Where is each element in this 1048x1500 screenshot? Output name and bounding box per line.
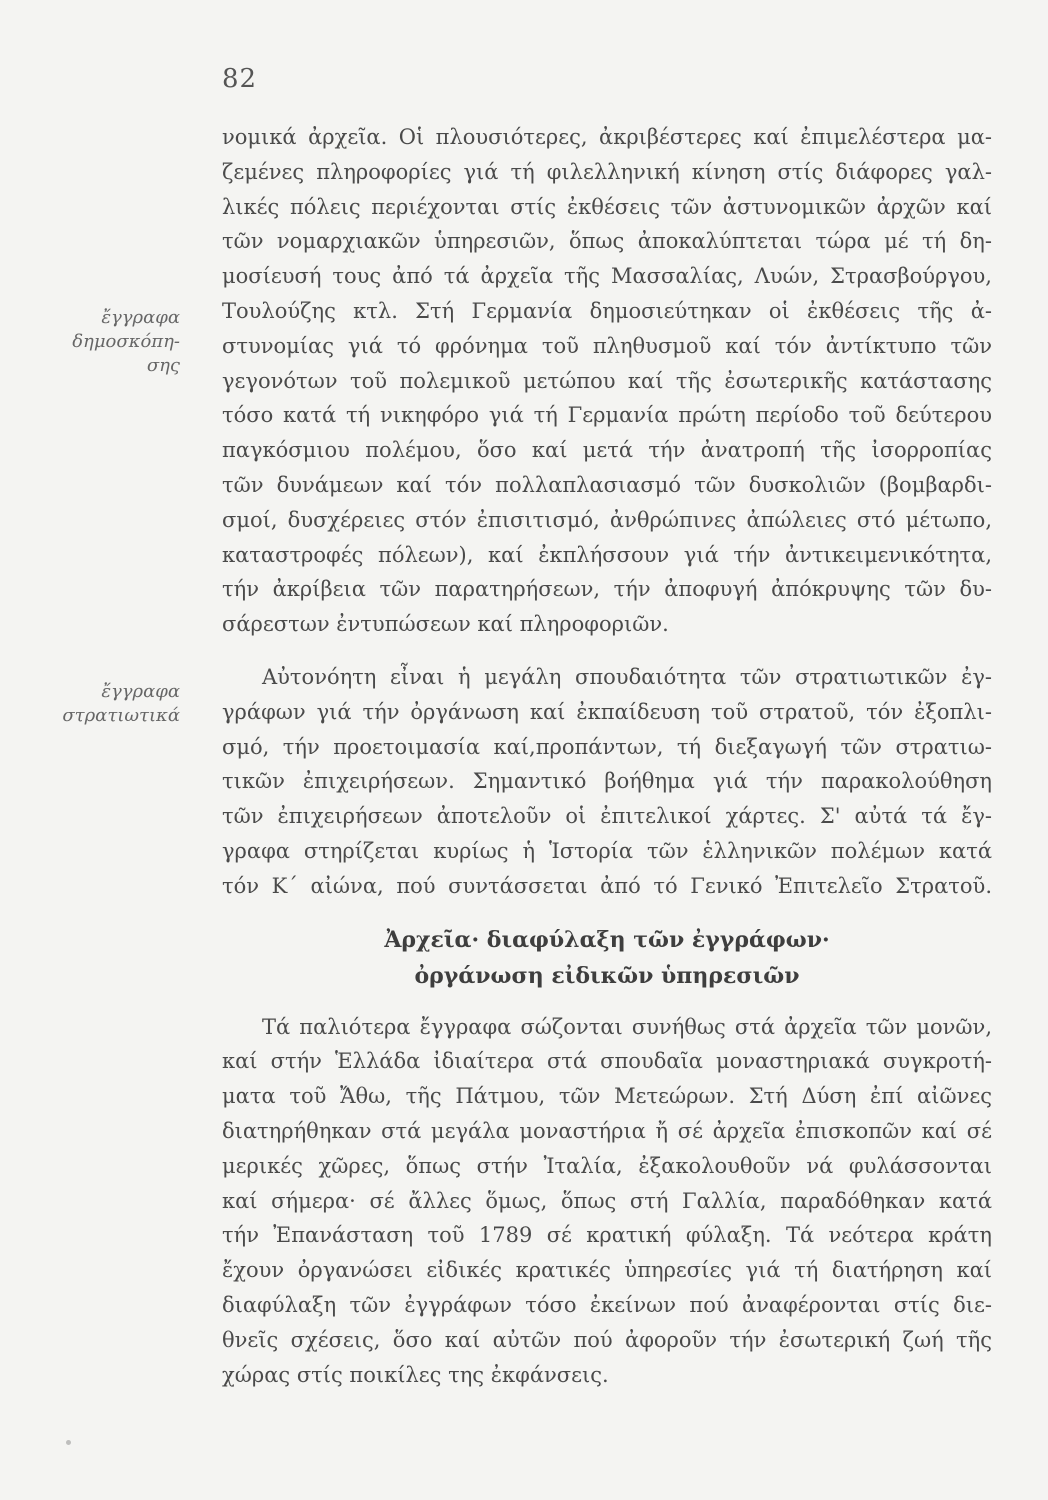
- heading-line: ὀργάνωση εἰδικῶν ὑπηρεσιῶν: [414, 962, 800, 989]
- margin-note-public-opinion: [72, 306, 180, 378]
- text-line: γράφων γιά τήν ὀργάνωση καί ἐκπαίδευση τοῦ στρατοῦ, τόν ἐξοπλι-: [222, 699, 992, 724]
- paragraph-police-reports: [222, 120, 992, 642]
- paragraph-military-documents: [222, 660, 992, 904]
- text-line: ματα τοῦ Ἄθω, τῆς Πάτμου, τῶν Μετεώρων. Στή Δύση ἐπί αἰῶνες: [222, 1084, 992, 1109]
- paragraph-archives: [222, 1010, 992, 1393]
- text-line: τήν ἀκρίβεια τῶν παρατηρήσεων, τήν ἀποφυγή ἀπόκρυψης τῶν δυ-: [222, 577, 992, 602]
- text-line: σμό, τήν προετοιμασία καί,προπάντων, τή διεξαγωγή τῶν στρατιω-: [222, 734, 992, 759]
- page-number: 82: [222, 64, 258, 94]
- text-line: παγκόσμιου πολέμου, ὅσο καί μετά τήν ἀνατροπή τῆς ἰσορροπίας: [222, 438, 992, 463]
- text-line: τόν Κ΄ αἰώνα, πού συντάσσεται ἀπό τό Γενικό Ἐπιτελεῖο Στρατοῦ.: [222, 873, 992, 898]
- text-line: ἔχουν ὀργανώσει εἰδικές κρατικές ὑπηρεσίες γιά τή διατήρηση καί: [222, 1258, 992, 1283]
- ink-spot: [66, 1440, 71, 1445]
- margin-note-line: στρατιωτικά: [62, 705, 180, 726]
- text-line: νομικά ἀρχεῖα. Οἱ πλουσιότερες, ἀκριβέστερες καί ἐπιμελέστερα μα-: [222, 125, 992, 149]
- text-line: μερικές χῶρες, ὅπως στήν Ἰταλία, ἐξακολουθοῦν νά φυλάσσονται: [222, 1153, 992, 1178]
- text-line: τῶν ἐπιχειρήσεων ἀποτελοῦν οἱ ἐπιτελικοί χάρτες. Σ' αὐτά τά ἔγ-: [222, 804, 992, 829]
- text-line: τήν Ἐπανάσταση τοῦ 1789 σέ κρατική φύλαξη. Τά νεότερα κράτη: [222, 1223, 992, 1248]
- margin-note-line: δημοσκόπη-: [72, 331, 180, 352]
- margin-note-line: ἔγγραφα: [101, 307, 180, 328]
- margin-note-line: ἔγγραφα: [101, 681, 180, 702]
- text-line: καί σήμερα· σέ ἄλλες ὅμως, ὅπως στή Γαλλία, παραδόθηκαν κατά: [222, 1188, 992, 1213]
- text-line: τόσο κατά τή νικηφόρο γιά τή Γερμανία πρώτη περίοδο τοῦ δεύτερου: [222, 403, 992, 428]
- text-line: τικῶν ἐπιχειρήσεων. Σημαντικό βοήθημα γιά τήν παρακολούθηση: [222, 769, 992, 794]
- text-line: διατηρήθηκαν στά μεγάλα μοναστήρια ἤ σέ ἀρχεῖα ἐπισκοπῶν καί σέ: [222, 1118, 992, 1143]
- text-line: καταστροφές πόλεων), καί ἐκπλήσσουν γιά τήν ἀντικειμενικότητα,: [222, 542, 992, 567]
- text-line: σάρεστων ἐντυπώσεων καί πληροφοριῶν.: [222, 612, 669, 637]
- text-line: μοσίευσή τους ἀπό τά ἀρχεῖα τῆς Μασσαλίας, Λυών, Στρασβούργου,: [222, 264, 992, 289]
- text-line: διαφύλαξη τῶν ἐγγράφων τόσο ἐκείνων πού ἀναφέρονται στίς διε-: [222, 1292, 992, 1317]
- text-line: Τουλούζης κτλ. Στή Γερμανία δημοσιεύτηκαν οἱ ἐκθέσεις τῆς ἀ-: [222, 298, 992, 323]
- text-line: Αὐτονόητη εἶναι ἡ μεγάλη σπουδαιότητα τῶν στρατιωτικῶν ἐγ-: [262, 664, 992, 689]
- main-text: [222, 120, 992, 1392]
- text-line: γεγονότων τοῦ πολεμικοῦ μετώπου καί τῆς ἐσωτερικῆς κατάστασης: [222, 368, 992, 393]
- margin-note-military: [62, 680, 180, 728]
- text-line: γραφα στηρίζεται κυρίως ἡ Ἱστορία τῶν ἑλληνικῶν πολέμων κατά: [222, 838, 992, 863]
- text-line: λικές πόλεις περιέχονται στίς ἐκθέσεις τῶν ἀστυνομικῶν ἀρχῶν καί: [222, 194, 992, 219]
- text-line: καί στήν Ἑλλάδα ἰδιαίτερα στά σπουδαῖα μοναστηριακά συγκροτή-: [222, 1049, 992, 1074]
- text-line: τῶν νομαρχιακῶν ὑπηρεσιῶν, ὅπως ἀποκαλύπτεται τώρα μέ τή δη-: [222, 229, 992, 254]
- text-line: σμοί, δυσχέρειες στόν ἐπισιτισμό, ἀνθρώπινες ἀπώλειες στό μέτωπο,: [222, 507, 992, 532]
- text-line: Τά παλιότερα ἔγγραφα σώζονται συνήθως στά ἀρχεῖα τῶν μονῶν,: [262, 1014, 992, 1039]
- text-line: ζεμένες πληροφορίες γιά τή φιλελληνική κίνηση στίς διάφορες γαλ-: [222, 159, 992, 184]
- text-line: στυνομίας γιά τό φρόνημα τοῦ πληθυσμοῦ καί τόν ἀντίκτυπο τῶν: [222, 333, 992, 358]
- text-line: χώρας στίς ποικίλες της ἐκφάνσεις.: [222, 1362, 609, 1387]
- margin-note-line: σης: [146, 355, 180, 376]
- text-line: τῶν δυνάμεων καί τόν πολλαπλασιασμό τῶν δυσκολιῶν (βομβαρδι-: [222, 472, 992, 497]
- heading-line: Ἀρχεῖα· διαφύλαξη τῶν ἐγγράφων·: [384, 926, 830, 953]
- section-heading: [222, 922, 992, 994]
- text-line: θνεῖς σχέσεις, ὅσο καί αὐτῶν πού ἀφοροῦν τήν ἐσωτερική ζωή τῆς: [222, 1327, 992, 1352]
